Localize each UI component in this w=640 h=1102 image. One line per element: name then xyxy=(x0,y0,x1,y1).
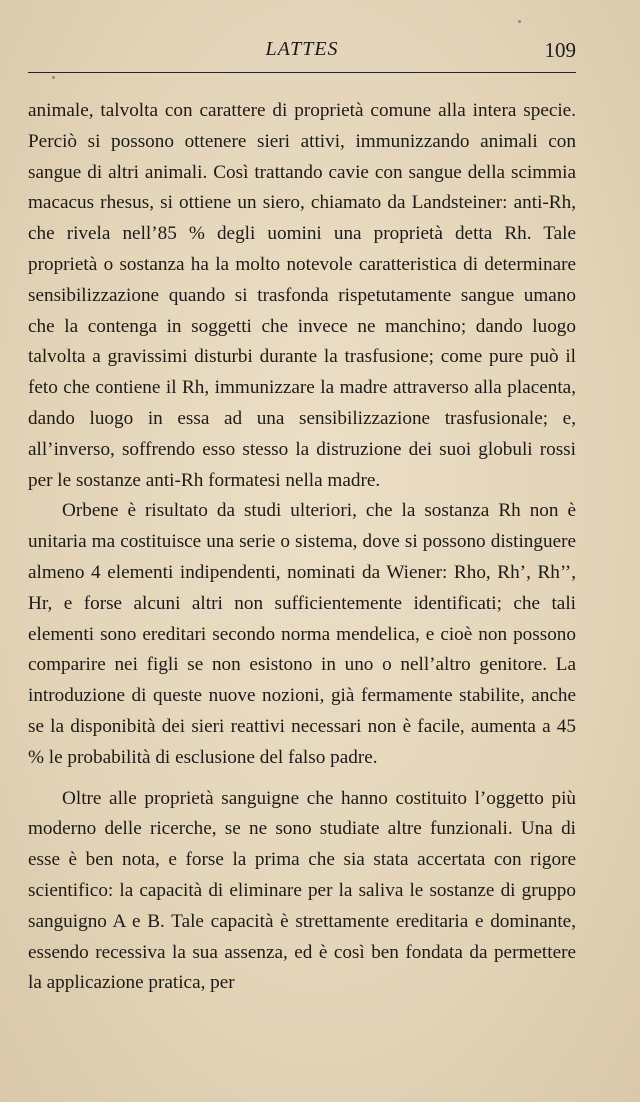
paragraph-1: animale, talvolta con carattere di proprietà comune alla intera specie. Perciò si possono ottenere sieri attivi, immunizzando animali con sangue di altri animali. Così trattando cavie con sangue della scimmia macacus rhesus, si ottiene un siero, chiamato da Landsteiner: anti-Rh, che rivela nell’85 % degli uomini una proprietà detta Rh. Tale proprietà o sostanza ha la molto notevole caratteristica di determinare sensibilizzazione quando si trasfonda rispetutamente sangue umano che la contenga in soggetti che invece ne manchino; dando luogo talvolta a gravissimi disturbi durante la trasfusione; come pure può il feto che contiene il Rh, immunizzare la madre attraverso alla placenta, dando luogo in essa ad una sensibilizzazione trasfusionale; e, all’inverso, soffrendo esso stesso la distruzione dei suoi globuli rossi per le sostanze anti-Rh formatesi nella madre. xyxy=(28,100,576,491)
paragraph-3: Oltre alle proprietà sanguigne che hanno costituito l’oggetto più moderno delle ricerche, se ne sono studiate altre funzionali. Una di esse è ben nota, e forse la prima che sia stata accertata con rigore scientifico: la capacità di eliminare per la saliva le sostanze di gruppo sanguigno A e B. Tale capacità è strettamente ereditaria e dominante, essendo recessiva la sua assenza, ed è così ben fondata da permettere la applicazione pratica, per xyxy=(28,787,576,994)
running-title: LATTES xyxy=(265,38,339,60)
page-number: 109 xyxy=(544,38,576,62)
paragraph-2: Orbene è risultato da studi ulteriori, che la sostanza Rh non è unitaria ma costituisce una serie o sistema, dove si possono distinguere almeno 4 elementi indipendenti, nominati da Wiener: Rho, Rh’, Rh’’, Hr, e forse alcuni altri non sufficientemente identificati; che tali elementi sono ereditari secondo norma mendelica, e cioè non possono comparire nei figli se non esistono in uno o nell’altro genitore. La introduzione di queste nuove nozioni, già fermamente stabilite, anche se la disponibità dei sieri reattivi necessari non è facile, aumenta a 45 % le probabilità di esclusione del falso padre. xyxy=(28,500,576,768)
ink-speck xyxy=(518,20,521,23)
header-rule xyxy=(28,72,576,73)
page-header xyxy=(28,36,576,70)
body-text xyxy=(28,96,576,999)
ink-speck xyxy=(52,76,55,79)
